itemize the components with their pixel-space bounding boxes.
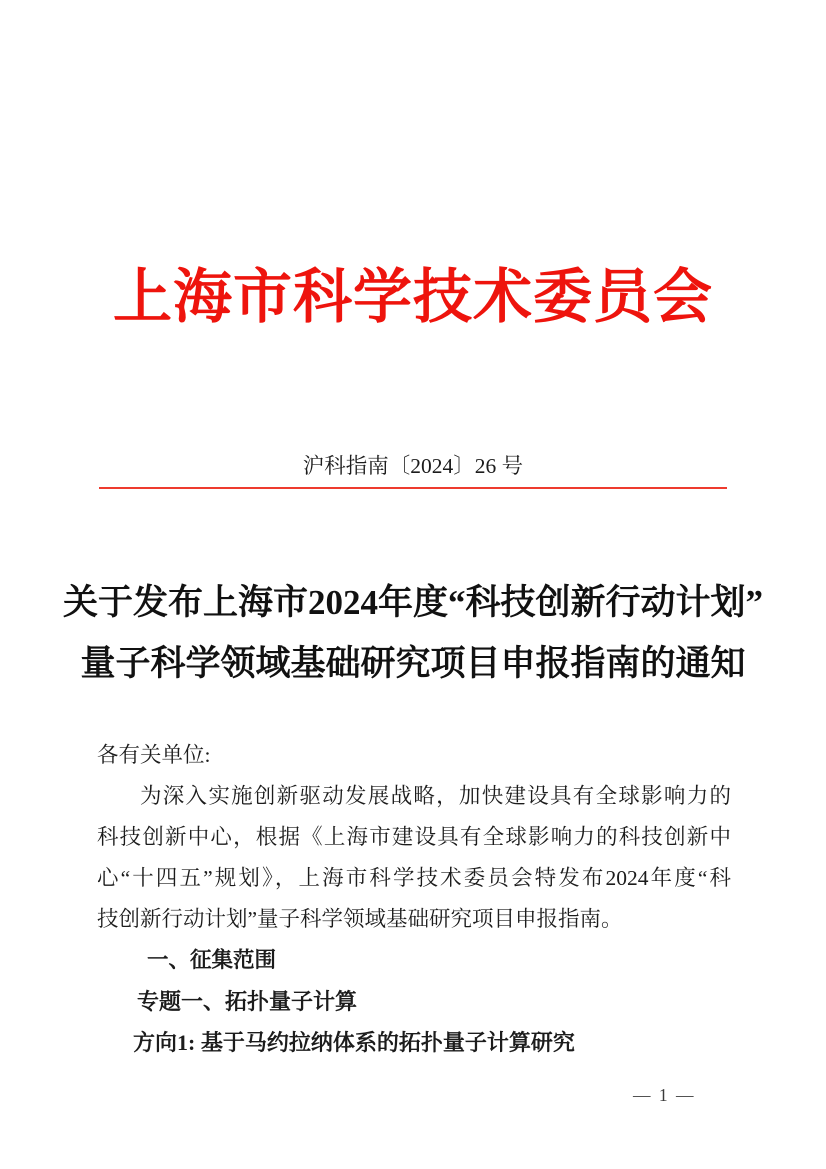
red-divider-rule [99,487,727,489]
page-number: — 1 — [633,1085,696,1105]
doc-number: 沪科指南〔2024〕26 号 [302,454,524,478]
document-body [97,735,731,1063]
body-line: 技创新行动计划”量子科学领域基础研究项目申报指南。 [97,907,623,931]
topic-heading: 专题一、拓扑量子计算 [137,989,358,1014]
notice-title-line-1: 关于发布上海市2024年度“科技创新行动计划” [62,583,763,622]
body-line: 为深入实施创新驱动发展战略，加快建设具有全球影响力的 [140,784,731,808]
body-line: 科技创新中心，根据《上海市建设具有全球影响力的科技创新中 [97,825,731,849]
issuer-title: 上海市科学技术委员会 [112,264,713,330]
notice-title-line-2: 量子科学领域基础研究项目申报指南的通知 [80,644,746,683]
notice-title [0,572,826,694]
body-line: 心“十四五”规划》，上海市科学技术委员会特发布2024年度“科 [97,866,731,890]
section-heading: 一、征集范围 [147,948,277,972]
direction-heading: 方向1: 基于马约拉纳体系的拓扑量子计算研究 [133,1030,575,1055]
salutation: 各有关单位: [97,743,211,767]
